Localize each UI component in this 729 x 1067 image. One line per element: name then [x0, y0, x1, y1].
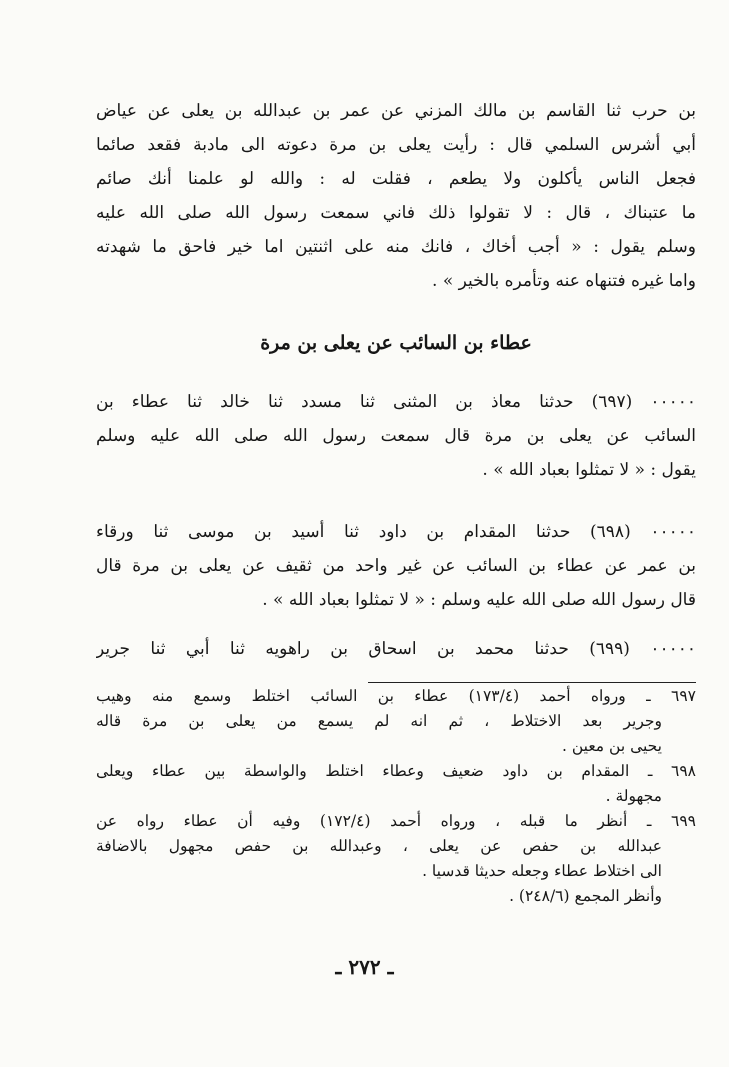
footnote-line: مجهولة . — [605, 787, 662, 805]
text-line: واما غيره فتنهاه عنه وتأمره بالخير » . — [432, 271, 696, 291]
intro-paragraph — [96, 94, 696, 298]
text-line: ٠٠٠٠٠ (٦٩٩) حدثنا محمد بن اسحاق بن راهويه ثنا أبي ثنا جرير — [96, 639, 696, 659]
text-line: فجعل الناس يأكلون ولا يطعم ، فقلت له : والله لو علمنا أنك صائم — [96, 169, 696, 189]
footnote-line: ٦٩٨ ـ المقدام بن داود ضعيف وعطاء اختلط والواسطة بين عطاء ويعلى — [96, 762, 696, 780]
hadith-697 — [96, 385, 696, 487]
footnote-line: ٦٩٩ ـ أنظر ما قبله ، ورواه أحمد (١٧٢/٤) وفيه أن عطاء رواه عن — [96, 812, 696, 830]
footnote-line: عبدالله بن حفص عن يعلى ، وعبدالله بن حفص مجهول بالاضافة — [96, 837, 662, 855]
text-line: أبي أشرس السلمي قال : رأيت يعلى بن مرة دعوته الى مادبة فقعد صائما — [96, 135, 696, 155]
text-line: قال رسول الله صلى الله عليه وسلم : « لا تمثلوا بعباد الله » . — [262, 590, 696, 610]
section-heading: عطاء بن السائب عن يعلى بن مرة — [260, 332, 532, 354]
footnote-line: وجرير بعد الاختلاط ، ثم انه لم يسمع من يعلى بن مرة قاله — [96, 712, 662, 730]
text-line: ما عتبناك ، قال : لا تقولوا ذلك فاني سمعت رسول الله صلى الله عليه — [96, 203, 696, 223]
text-line: بن حرب ثنا القاسم بن مالك المزني عن عمر بن عبدالله بن يعلى عن عياض — [96, 101, 696, 121]
text-line: السائب عن يعلى بن مرة قال سمعت رسول الله صلى الله عليه وسلم — [96, 426, 696, 446]
text-line: ٠٠٠٠٠ (٦٩٧) حدثنا معاذ بن المثنى ثنا مسدد ثنا خالد ثنا عطاء بن — [96, 392, 696, 412]
text-line: يقول : « لا تمثلوا بعباد الله » . — [482, 460, 696, 480]
text-line: وسلم يقول : « أجب أخاك ، فانك منه على اثنتين اما خير فاحق ما شهدته — [96, 237, 696, 257]
footnotes — [96, 684, 696, 909]
footnote-line: يحيى بن معين . — [562, 737, 662, 755]
page-number: ـ ٢٧٢ ـ — [335, 955, 394, 979]
text-line: ٠٠٠٠٠ (٦٩٨) حدثنا المقدام بن داود ثنا أسيد بن موسى ثنا ورقاء — [96, 522, 696, 542]
footnote-divider — [368, 682, 696, 683]
text-line: بن عمر عن عطاء بن السائب عن غير واحد من ثقيف عن يعلى بن مرة قال — [96, 556, 696, 576]
hadith-699 — [96, 632, 696, 666]
hadith-698 — [96, 515, 696, 617]
footnote-line: وأنظر المجمع (٢٤٨/٦) . — [509, 887, 662, 905]
footnote-line: ٦٩٧ ـ ورواه أحمد (١٧٣/٤) عطاء بن السائب اختلط وسمع منه وهيب — [96, 687, 696, 705]
footnote-line: الى اختلاط عطاء وجعله حديثا قدسيا . — [422, 862, 662, 880]
